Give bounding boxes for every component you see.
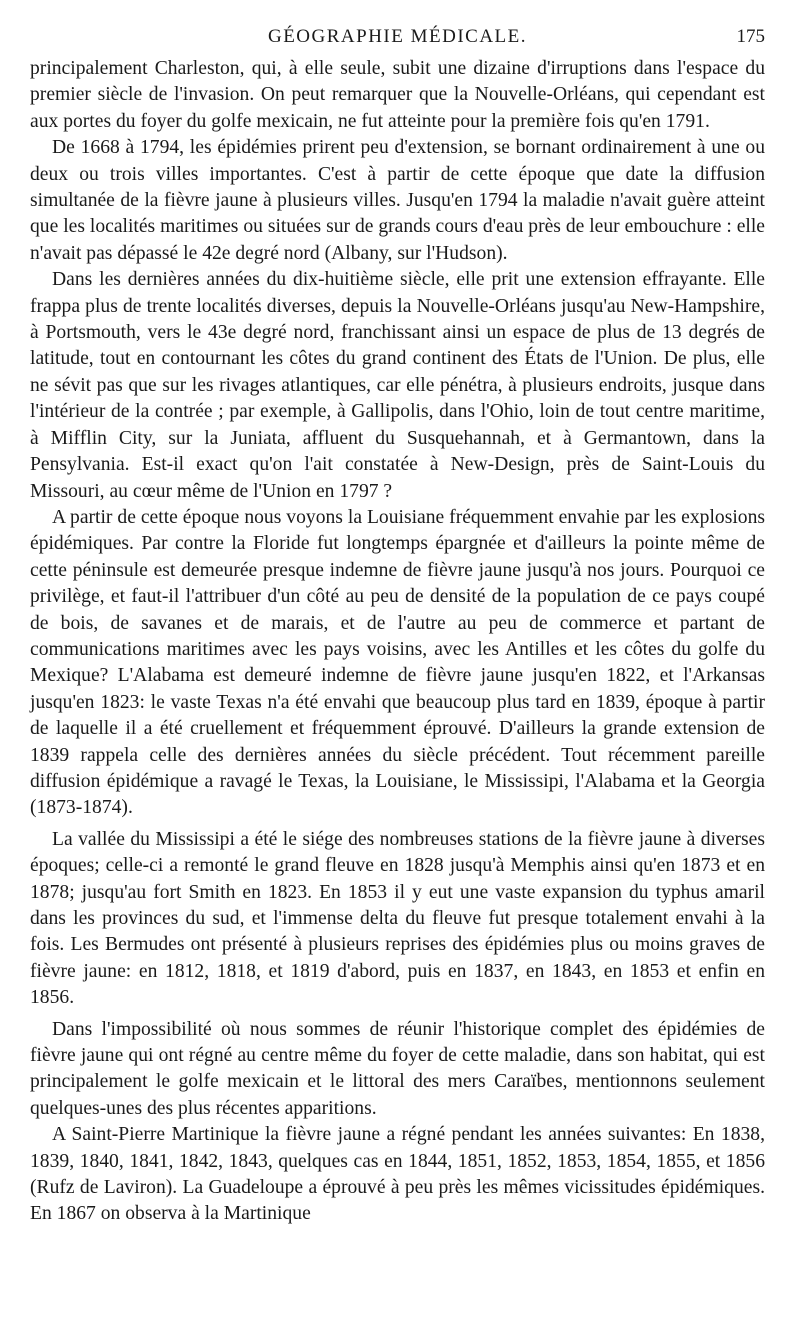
body-text — [30, 56, 765, 1228]
running-head: GÉOGRAPHIE MÉDICALE. — [267, 26, 528, 47]
paragraph-4: A partir de cette époque nous voyons la Louisiane fréquemment envahie par les explosions épidémiques. Par contre la Floride fut longtemps épargnée et d'ailleurs la pointe même de cette péninsule est demeurée presque indemne de fièvre jaune jusqu'à nos jours. Pourquoi ce privilège, et faut-il l'attribuer d'un côté au peu de densité de la population de ce pays coupé de bois, de savanes et de marais, et de l'autre au peu de commerce et partant de communications maritimes avec les pays voisins, avec les Antilles et les côtes du golfe du Mexique? L'Alabama est demeuré indemne de fièvre jaune jusqu'en 1822, et l'Arkansas jusqu'en 1823: le vaste Texas n'a été envahi que beaucoup plus tard en 1839, époque à partir de laquelle il a été cruellement et fréquemment éprouvé. D'ailleurs la grande extension de 1839 rappela celle des dernières années du siècle précédent. Tout récemment pareille diffusion épidémique a ravagé le Texas, la Louisiane, le Mississipi, l'Alabama et la Georgia (1873-1874). — [30, 506, 765, 819]
paragraph-3: Dans les dernières années du dix-huitième siècle, elle prit une extension effrayante. Elle frappa plus de trente localités diverses, depuis la Nouvelle-Orléans jusqu'au New-Hampshire, à Portsmouth, vers le 43e degré nord, franchissant ainsi un espace de plus de 13 degrés de latitude, tout en contournant les côtes du grand continent des États de l'Union. De plus, elle ne sévit pas que sur les rivages atlantiques, car elle pénétra, à plusieurs endroits, jusque dans l'intérieur de la contrée ; par exemple, à Gallipolis, dans l'Ohio, loin de tout centre maritime, à Mifflin City, sur la Juniata, affluent du Susquehannah, et à Germantown, dans la Pensylvania. Est-il exact qu'on l'ait constatée à New-Design, près de Saint-Louis du Missouri, au cœur même de l'Union en 1797 ? — [30, 269, 765, 502]
paragraph-7: A Saint-Pierre Martinique la fièvre jaune a régné pendant les années suivantes: En 1838, 1839, 1840, 1841, 1842, 1843, quelques cas en 1844, 1851, 1852, 1853, 1854, 1855, et 1856 (Rufz de Laviron). La Guadeloupe a éprouvé à peu près les mêmes vicissitudes épidémiques. En 1867 on observa à la Martinique — [30, 1124, 765, 1225]
paragraph-6: Dans l'impossibilité où nous sommes de réunir l'historique complet des épidémies de fièvre jaune qui ont régné au centre même du foyer de cette maladie, dans son habitat, qui est principalement le golfe mexicain et le littoral des mers Caraïbes, mentionnons seulement quelques-unes des plus récentes apparitions. — [30, 1018, 765, 1119]
paragraph-1: principalement Charleston, qui, à elle seule, subit une dizaine d'irruptions dans l'espace du premier siècle de l'invasion. On peut remarquer que la Nouvelle-Orléans, qui cependant est aux portes du foyer du golfe mexicain, ne fut atteinte pour la première fois qu'en 1791. — [30, 58, 765, 132]
page-number: 175 — [736, 26, 765, 47]
paragraph-5: La vallée du Mississipi a été le siége des nombreuses stations de la fièvre jaune à diverses époques; celle-ci a remonté le grand fleuve en 1828 jusqu'à Memphis ainsi qu'en 1873 et en 1878; jusqu'au fort Smith en 1823. En 1853 il y eut une vaste expansion du typhus amaril dans les provinces du sud, et l'immense delta du fleuve fut presque totalement envahi à la fois. Les Bermudes ont présenté à plusieurs reprises des épidémies plus ou moins graves de fièvre jaune: en 1812, 1818, et 1819 d'abord, puis en 1837, en 1843, en 1853 et enfin en 1856. — [30, 828, 765, 1009]
paragraph-2: De 1668 à 1794, les épidémies prirent peu d'extension, se bornant ordinairement à une ou deux ou trois villes importantes. C'est à partir de cette époque que date la diffusion simultanée de la fièvre jaune à plusieurs villes. Jusqu'en 1794 la maladie n'avait guère atteint que les localités maritimes ou situées sur de grands cours d'eau près de leur embouchure : elle n'avait pas dépassé le 42e degré nord (Albany, sur l'Hudson). — [30, 137, 765, 264]
document-page — [30, 22, 765, 1228]
page-header — [30, 22, 765, 56]
